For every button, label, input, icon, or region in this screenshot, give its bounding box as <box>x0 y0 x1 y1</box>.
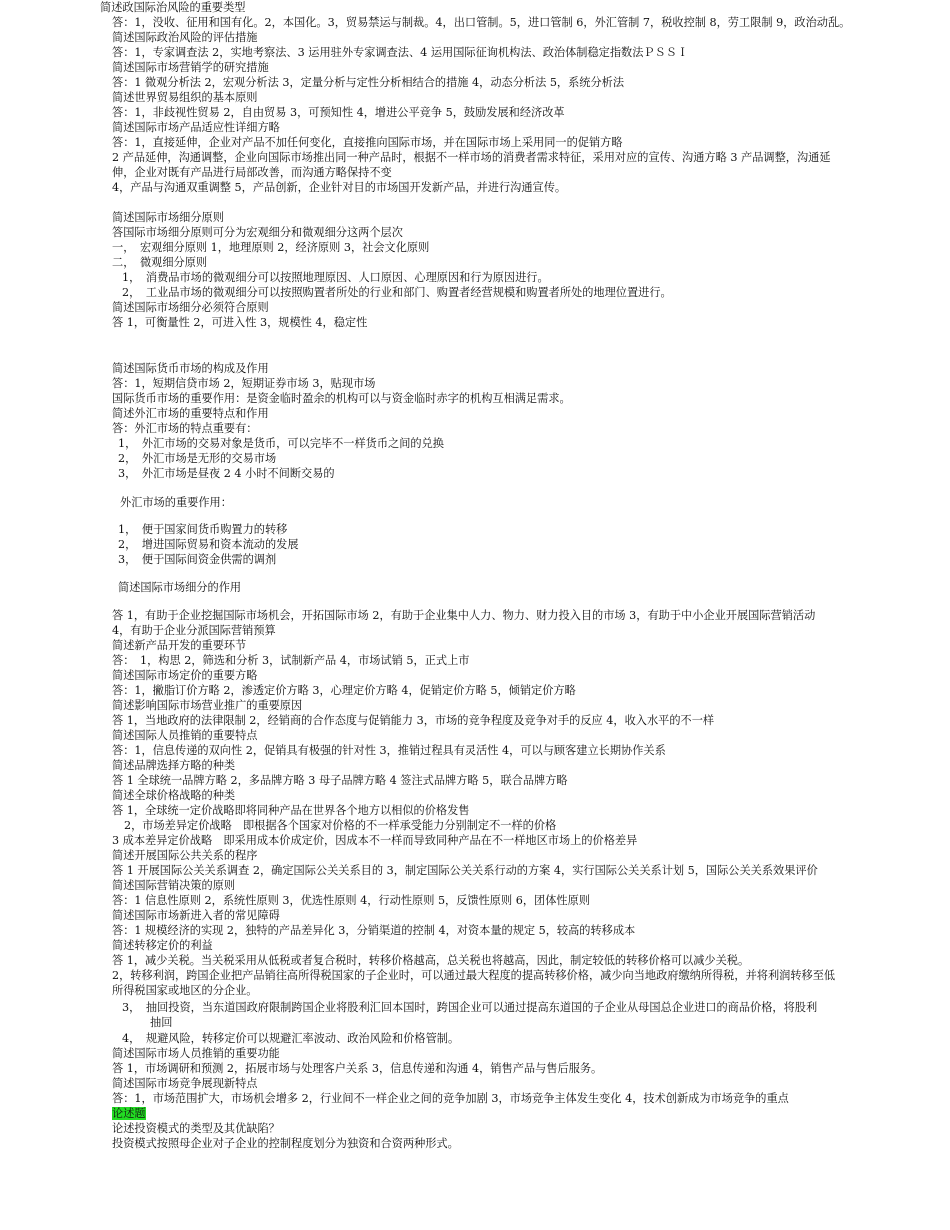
heading-segmentation-principles: 简述国际市场细分原则 <box>112 211 224 224</box>
heading-brand-strategy: 简述品牌选择方略的种类 <box>112 759 236 772</box>
heading-money-market: 简述国际货币市场的构成及作用 <box>112 362 269 375</box>
answer-public-relations: 答 1 开展国际公关关系调查 2，确定国际公关关系目的 3，制定国际公关关系行动的方案 4，实行国际公关关系计划 5，国际公关关系效果评价 <box>112 864 818 877</box>
heading-product-adaptation: 简述国际市场产品适应性详细方略 <box>112 121 280 134</box>
heading-entry-barriers: 简述国际市场新进入者的常见障碍 <box>112 909 280 922</box>
answer-decision-principles: 答：1 信息性原则 2，系统性原则 3，优选性原则 4，行动性原则 5，反馈性原则 6，团体性原则 <box>112 894 590 907</box>
heading-segmentation-role: 简述国际市场细分的作用 <box>118 581 242 594</box>
heading-marketing-research: 简述国际市场营销学的研究措施 <box>112 61 269 74</box>
answer-transfer-pricing-5: 抽回 <box>150 1016 173 1029</box>
heading-decision-principles: 简述国际营销决策的原则 <box>112 879 236 892</box>
answer-wto-principles: 答：1，非歧视性贸易 2，自由贸易 3，可预知性 4，增进公平竞争 5，鼓励发展和经济改革 <box>112 106 565 119</box>
heading-political-risk-types: 简述政国际治风险的重要类型 <box>100 1 246 14</box>
heading-political-risk-assessment: 简述国际政治风险的评估措施 <box>112 31 258 44</box>
answer-product-adaptation-1: 答：1，直接延伸，企业对产品不加任何变化，直接推向国际市场，并在国际市场上采用同一的促销方略 <box>112 136 623 149</box>
answer-transfer-pricing-6: 4， 规避风险，转移定价可以规避汇率波动、政治风险和价格管制。 <box>122 1032 460 1045</box>
section-title-essay <box>112 1106 146 1121</box>
heading-public-relations: 简述开展国际公共关系的程序 <box>112 849 258 862</box>
heading-selling-functions: 简述国际市场人员推销的重要功能 <box>112 1047 280 1060</box>
heading-segmentation-requirements: 简述国际市场细分必须符合原则 <box>112 301 269 314</box>
answer-investment-modes: 投资模式按照母企业对子企业的控制程度划分为独资和合资两种形式。 <box>112 1137 459 1150</box>
list-item: 3， 外汇市场是昼夜 2 4 小时不间断交易的 <box>118 467 335 480</box>
answer-segmentation-role-1: 答 1，有助于企业挖掘国际市场机会，开拓国际市场 2，有助于企业集中人力、物力、财力投入目的市场 3，有助于中小企业开展国际营销活动 <box>112 609 816 622</box>
heading-global-pricing: 简述全球价格战略的种类 <box>112 789 236 802</box>
answer-forex-features: 答：外汇市场的特点重要有： <box>112 422 258 435</box>
answer-product-adaptation-4: 4，产品与沟通双重调整 5，产品创新，企业针对目的市场国开发新产品，并进行沟通宣传。 <box>112 181 567 194</box>
list-item: 1， 外汇市场的交易对象是货币，可以完毕不一样货币之间的兑换 <box>118 437 444 450</box>
list-item: 1， 便于国家间货币购置力的转移 <box>118 523 288 536</box>
heading-investment-modes: 论述投资模式的类型及其优缺陷？ <box>112 1122 280 1135</box>
heading-transfer-pricing: 简述转移定价的利益 <box>112 939 213 952</box>
heading-personal-selling: 简述国际人员推销的重要特点 <box>112 729 258 742</box>
answer-money-market: 答：1，短期信贷市场 2，短期证券市场 3，贴现市场 <box>112 377 376 390</box>
answer-selling-functions: 答 1，市场调研和预测 2，拓展市场与处理客户关系 3，信息传递和沟通 4，销售产品与售后服务。 <box>112 1062 603 1075</box>
heading-competition-features: 简述国际市场竞争展现新特点 <box>112 1077 258 1090</box>
answer-segmentation-requirements: 答 1，可衡量性 2，可进入性 3，规模性 4，稳定性 <box>112 316 368 329</box>
list-item: 3， 便于国际间资金供需的调剂 <box>118 553 277 566</box>
answer-transfer-pricing-3: 所得税国家或地区的分企业。 <box>112 984 258 997</box>
list-item: 2， 外汇市场是无形的交易市场 <box>118 452 277 465</box>
answer-transfer-pricing-1: 答 1，减少关税。当关税采用从低税或者复合税时，转移价格越高，总关税也将越高，因此，制定较低的转移价格可以减少关税。 <box>112 954 750 967</box>
answer-product-adaptation-3: 伸，企业对既有产品进行局部改善，而沟通方略保持不变 <box>112 166 392 179</box>
answer-sales-promotion: 答 1，当地政府的法律限制 2，经销商的合作态度与促销能力 3，市场的竞争程度及竞争对手的反应 4，收入水平的不一样 <box>112 714 715 727</box>
answer-global-pricing-1: 答 1，全球统一定价战略即将同种产品在世界各个地方以相似的价格发售 <box>112 804 470 817</box>
answer-new-product: 答： 1，构思 2，筛选和分析 3，试制新产品 4，市场试销 5，正式上市 <box>112 654 470 667</box>
answer-competition-features: 答：1，市场范围扩大，市场机会增多 2，行业间不一样企业之间的竞争加剧 3，市场竞争主体发生变化 4，技术创新成为市场竞争的重点 <box>112 1092 789 1105</box>
answer-political-risk-assessment: 答：1，专家调查法 2，实地考察法、3 运用驻外专家调查法、4 运用国际征询机构法、政治体制稳定指数法ＰＳＳＩ <box>112 46 689 59</box>
heading-pricing: 简述国际市场定价的重要方略 <box>112 669 258 682</box>
answer-entry-barriers: 答：1 规模经济的实现 2，独特的产品差异化 3，分销渠道的控制 4，对资本量的规定 5，较高的转移成本 <box>112 924 636 937</box>
answer-pricing: 答：1，撇脂订价方略 2，渗透定价方略 3，心理定价方略 4，促销定价方略 5，倾销定价方略 <box>112 684 576 697</box>
text-money-market-role: 国际货币市场的重要作用：是资金临时盈余的机构可以与资金临时赤字的机构互相满足需求。 <box>112 392 571 405</box>
answer-product-adaptation-2: 2 产品延伸，沟通调整，企业向国际市场推出同一种产品时，根据不一样市场的消费者需求特征，采用对应的宣传、沟通方略 3 产品调整，沟通延 <box>112 151 831 164</box>
highlighted-label: 论述题 <box>112 1107 146 1120</box>
heading-new-product: 简述新产品开发的重要环节 <box>112 639 247 652</box>
answer-transfer-pricing-2: 2，转移利润，跨国企业把产品销往高所得税国家的子企业时，可以通过最大程度的提高转移价格，减少向当地政府缴纳所得税，并将利润转移至低 <box>112 969 836 982</box>
list-item: 1， 消费品市场的微观细分可以按照地理原因、人口原因、心理原因和行为原因进行。 <box>122 271 549 284</box>
answer-segmentation-principles: 答国际市场细分原则可分为宏观细分和微观细分这两个层次 <box>112 226 403 239</box>
answer-global-pricing-2: 2，市场差异定价战略 即根据各个国家对价格的不一样承受能力分别制定不一样的价格 <box>124 819 557 832</box>
list-item: 二， 微观细分原则 <box>112 256 208 269</box>
answer-transfer-pricing-4: 3， 抽回投资，当东道国政府限制跨国企业将股利汇回本国时，跨国企业可以通过提高东道国的子企业从母国总企业进口的商品价格，将股利 <box>122 1001 818 1014</box>
list-item: 2， 增进国际贸易和资本流动的发展 <box>118 538 299 551</box>
answer-personal-selling: 答：1，信息传递的双向性 2，促销具有极强的针对性 3，推销过程具有灵活性 4，可以与顾客建立长期协作关系 <box>112 744 666 757</box>
answer-political-risk-types: 答：1，没收、征用和国有化。2，本国化。3，贸易禁运与制裁。4，出口管制。5，进口管制 6，外汇管制 7，税收控制 8，劳工限制 9，政治动乱。 <box>112 16 851 29</box>
answer-segmentation-role-2: 4，有助于企业分派国际营销预算 <box>112 624 276 637</box>
heading-forex-market: 简述外汇市场的重要特点和作用 <box>112 407 269 420</box>
answer-marketing-research: 答：1 微观分析法 2，宏观分析法 3，定量分析与定性分析相结合的措施 4，动态分析法 5，系统分析法 <box>112 76 625 89</box>
answer-brand-strategy: 答 1 全球统一品牌方略 2，多品牌方略 3 母子品牌方略 4 签注式品牌方略 5，联合品牌方略 <box>112 774 568 787</box>
subheading-forex-role: 外汇市场的重要作用： <box>120 496 232 509</box>
list-item: 2， 工业品市场的微观细分可以按照购置者所处的行业和部门、购置者经营规模和购置者所处的地理位置进行。 <box>122 286 672 299</box>
list-item: 一， 宏观细分原则 1，地理原则 2，经济原则 3，社会文化原则 <box>112 241 430 254</box>
answer-global-pricing-3: 3 成本差异定价战略 即采用成本价成定价，因成本不一样而导致同种产品在不一样地区市场上的价格差异 <box>112 834 638 847</box>
heading-sales-promotion: 简述影响国际市场营业推广的重要原因 <box>112 699 303 712</box>
heading-wto-principles: 简述世界贸易组织的基本原则 <box>112 91 258 104</box>
